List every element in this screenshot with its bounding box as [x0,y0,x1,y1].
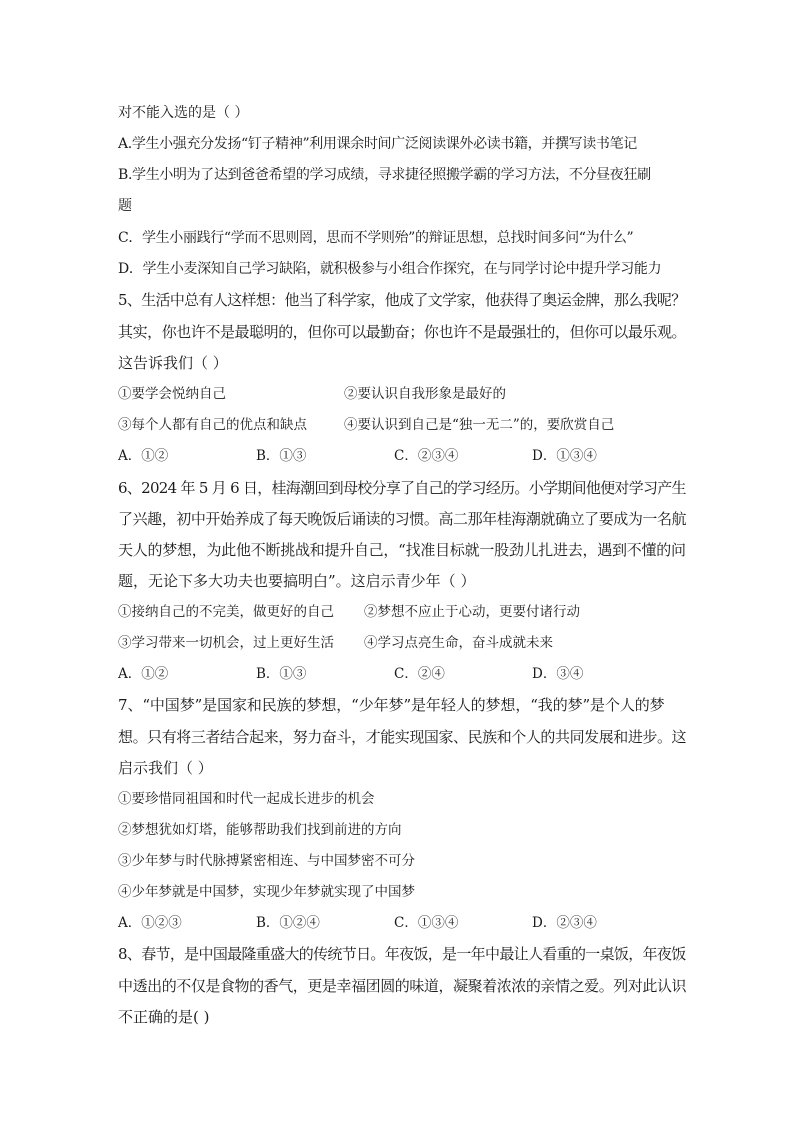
q5-statement-1: ①要学会悦纳自己 [118,386,226,402]
q4-option-b-line1: B.学生小明为了达到爸爸希望的学习成绩，寻求捷径照搬学霸的学习方法，不分昼夜狂刷 [118,167,651,183]
q6-choice-d: D．③④ [532,666,584,682]
q5-statement-3: ③每个人都有自己的优点和缺点 [118,417,307,433]
q6-statement-4: ④学习点亮生命，奋斗成就未来 [364,635,553,651]
q7-choice-d: D．②③④ [532,915,597,931]
q7-statement-3: ③少年梦与时代脉搏紧密相连、与中国梦密不可分 [118,853,415,869]
q6-statement-2: ②梦想不应止于心动，更要付诸行动 [364,604,580,620]
q7-stem-line2: 想。只有将三者结合起来，努力奋斗，才能实现国家、民族和个人的共同发展和进步。这 [118,728,687,746]
q4-option-c: C．学生小丽践行“学而不思则罔，思而不学则殆”的辩证思想，总找时间多问“为什么” [118,230,634,246]
q6-choice-a: A．①② [118,666,169,682]
q7-stem-line3: 启示我们（ ） [118,759,213,777]
q6-statement-3: ③学习带来一切机会，过上更好生活 [118,635,334,651]
q7-stem-line1: 7、“中国梦”是国家和民族的梦想，“少年梦”是年轻人的梦想，“我的梦”是个人的梦 [118,696,665,714]
q6-choice-c: C．②④ [394,666,445,682]
q6-choice-b: B．①③ [256,666,307,682]
q5-choice-b: B．①③ [256,448,307,464]
q7-statement-1: ①要珍惜同祖国和时代一起成长进步的机会 [118,791,375,807]
q7-statement-4: ④少年梦就是中国梦，实现少年梦就实现了中国梦 [118,884,415,900]
q7-choice-a: A．①②③ [118,915,182,931]
q7-choice-c: C．①③④ [394,915,459,931]
q8-stem-line3: 不正确的是( ) [118,1008,210,1026]
q5-stem-line2: 其实，你也许不是最聪明的，但你可以最勤奋；你也许不是最强壮的，但你可以最乐观。 [118,323,687,341]
q8-stem-line1: 8、春节，是中国最隆重盛大的传统节日。年夜饭，是一年中最让人看重的一桌饭，年夜饭 [118,945,686,963]
q4-stem-tail: 对不能入选的是（ ） [118,105,249,121]
q6-stem-line1: 6、2024 年 5 月 6 日，桂海潮回到母校分享了自己的学习经历。小学期间他便对学习产生 [118,479,686,497]
q5-statement-4: ④要认识到自己是“独一无二”的，要欣赏自己 [344,417,615,433]
q4-option-d: D．学生小麦深知自己学习缺陷，就积极参与小组合作探究，在与同学讨论中提升学习能力 [118,261,662,277]
q7-choice-b: B．①②④ [256,915,320,931]
q6-stem-line4: 题，无论下多大功夫也要搞明白”。这启示青少年（ ） [118,572,476,590]
q5-statement-2: ②要认识自我形象是最好的 [344,386,506,402]
q6-statement-1: ①接纳自己的不完美，做更好的自己 [118,604,334,620]
q5-choice-a: A．①② [118,448,169,464]
q4-option-a: A.学生小强充分发扬“钉子精神”利用课余时间广泛阅读课外必读书籍，并撰写读书笔记 [118,136,637,152]
q7-statement-2: ②梦想犹如灯塔，能够帮助我们找到前进的方向 [118,822,402,838]
q8-stem-line2: 中透出的不仅是食物的香气，更是幸福团圆的味道，凝聚着浓浓的亲情之爱。列对此认识 [118,977,687,995]
q5-stem-line3: 这告诉我们（ ） [118,354,228,372]
q6-stem-line3: 天人的梦想，为此他不断挑战和提升自己，“找准目标就一股劲儿扎进去，遇到不懂的问 [118,541,686,559]
q5-choice-c: C．②③④ [394,448,459,464]
q4-option-b-line2: 题 [118,198,132,214]
q6-stem-line2: 了兴趣，初中开始养成了每天晚饭后诵读的习惯。高二那年桂海潮就确立了要成为一名航 [118,510,687,528]
q5-choice-d: D．①③④ [532,448,597,464]
q5-stem-line1: 5、生活中总有人这样想：他当了科学家，他成了文学家，他获得了奥运金牌，那么我呢？ [118,291,686,309]
